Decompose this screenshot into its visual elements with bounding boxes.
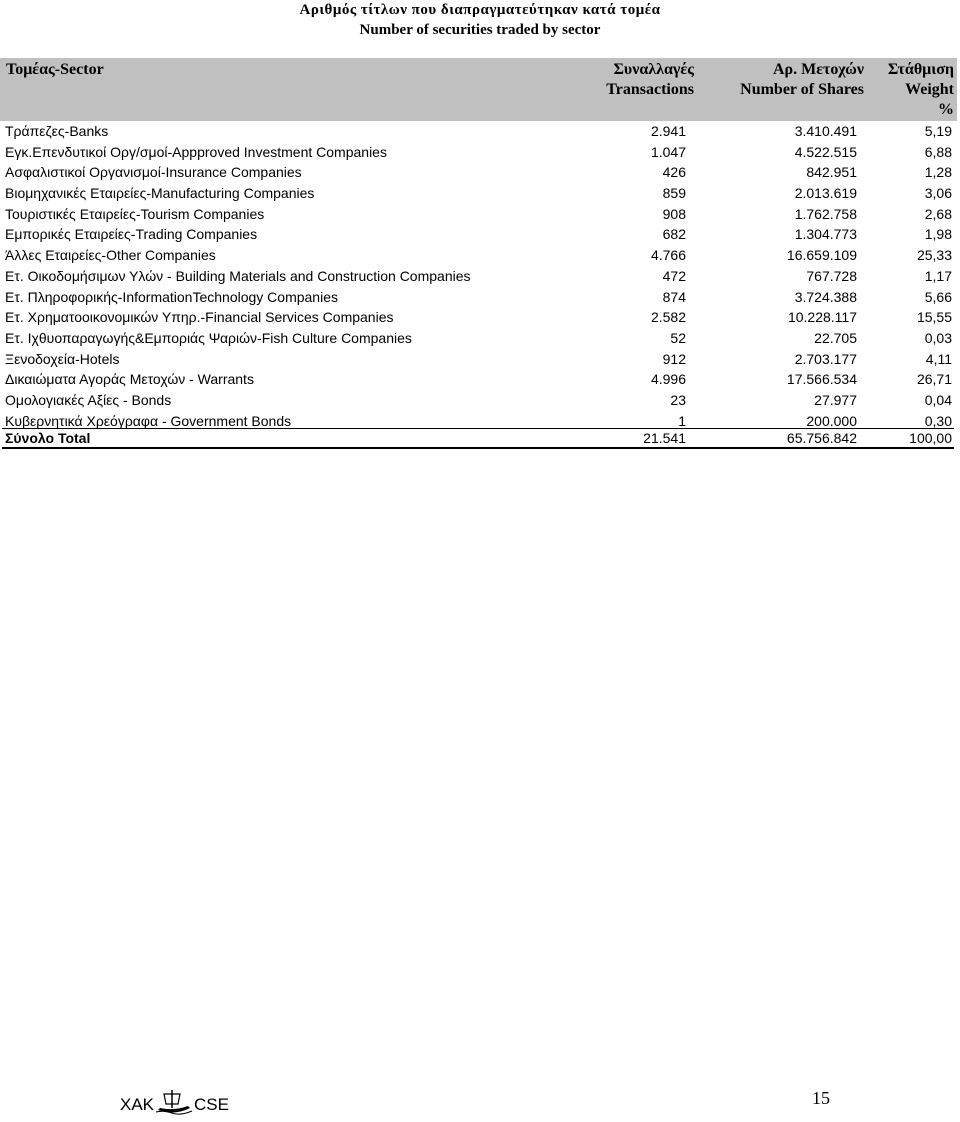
page-number: 15 [812, 1088, 830, 1108]
shares-value: 2.013.619 [794, 185, 857, 202]
table-row [0, 266, 957, 287]
weight-value: 0,03 [924, 329, 952, 346]
transactions-value: 4.996 [650, 371, 686, 388]
weight-value: 4,11 [925, 350, 952, 367]
total-transactions: 21.541 [643, 430, 686, 446]
weight-value: 1,28 [924, 164, 952, 181]
shares-value: 4.522.515 [794, 143, 857, 160]
header-weight-unit: % [938, 101, 954, 118]
shares-value: 27.977 [814, 391, 857, 408]
title-greek: Αριθμός τίτλων που διαπραγματεύτηκαν κατά τομέα [299, 2, 661, 18]
table-row [0, 307, 957, 328]
header-transactions [560, 60, 694, 100]
table-row [0, 369, 957, 390]
sector-name: Τράπεζες-Banks [5, 123, 109, 139]
header-sector: Τομέας-Sector [6, 61, 104, 78]
ship-icon [154, 1086, 194, 1116]
header-transactions-en: Transactions [606, 81, 694, 98]
sector-name: Τουριστικές Εταιρείες-Tourism Companies [5, 205, 265, 222]
weight-value: 0,30 [924, 412, 952, 429]
transactions-value: 912 [662, 350, 686, 367]
table-row [0, 390, 957, 411]
weight-value: 15,55 [916, 309, 952, 326]
shares-value: 842.951 [806, 164, 857, 181]
shares-value: 767.728 [806, 267, 857, 284]
shares-value: 2.703.177 [794, 350, 857, 367]
header-weight [866, 60, 954, 120]
sector-name: Δικαιώματα Αγοράς Μετοχών - Warrants [5, 371, 254, 388]
header-shares [700, 60, 864, 100]
weight-value: 2,68 [924, 205, 952, 222]
weight-value: 1,17 [924, 267, 952, 284]
transactions-value: 4.766 [650, 247, 686, 264]
sector-name: Ξενοδοχεία-Hotels [5, 350, 120, 367]
total-shares: 65.756.842 [786, 430, 857, 446]
table-row [0, 121, 957, 142]
transactions-value: 426 [662, 164, 686, 181]
table-row [0, 245, 957, 266]
sector-name: Άλλες Εταιρείες-Other Companies [5, 247, 216, 264]
sector-table-body [0, 121, 957, 431]
transactions-value: 1 [678, 412, 686, 429]
table-row [0, 349, 957, 370]
xak-cse-logo [120, 1086, 229, 1116]
weight-value: 25,33 [916, 247, 952, 264]
sector-name: Κυβερνητικά Χρεόγραφα - Government Bonds [5, 412, 292, 429]
report-title [0, 0, 960, 40]
shares-value: 17.566.534 [786, 371, 857, 388]
shares-value: 1.762.758 [794, 205, 857, 222]
weight-value: 5,19 [924, 123, 952, 139]
sector-name: Ετ. Ιχθυοπαραγωγής&Εμποριάς Ψαριών-Fish Culture Companies [5, 329, 412, 346]
total-bottom-rule [2, 447, 954, 449]
transactions-value: 472 [662, 267, 686, 284]
table-row [0, 204, 957, 225]
weight-value: 26,71 [916, 371, 952, 388]
header-transactions-gr: Συναλλαγές [613, 61, 694, 78]
transactions-value: 682 [662, 226, 686, 243]
sector-name: Ετ. Οικοδομήσιμων Υλών - Building Materials and Construction Companies [5, 267, 471, 284]
total-label: Σύνολο Total [5, 430, 91, 446]
shares-value: 10.228.117 [787, 309, 857, 326]
transactions-value: 2.582 [650, 309, 686, 326]
header-shares-gr: Αρ. Μετοχών [772, 61, 864, 78]
transactions-value: 874 [662, 288, 686, 305]
sector-name: Ασφαλιστικοί Οργανισμοί-Insurance Companies [5, 164, 302, 181]
weight-value: 0,04 [924, 391, 952, 408]
transactions-value: 52 [670, 329, 686, 346]
shares-value: 16.659.109 [786, 247, 857, 264]
weight-value: 1,98 [924, 226, 952, 243]
transactions-value: 23 [670, 391, 686, 408]
weight-value: 6,88 [924, 143, 952, 160]
weight-value: 5,66 [924, 288, 952, 305]
table-row [0, 183, 957, 204]
sector-name: Βιομηχανικές Εταιρείες-Manufacturing Companies [5, 185, 315, 202]
header-weight-en: Weight [905, 81, 954, 98]
header-shares-en: Number of Shares [740, 81, 864, 98]
transactions-value: 859 [662, 185, 686, 202]
shares-value: 1.304.773 [794, 226, 857, 243]
sector-name: Ετ. Πληροφορικής-InformationTechnology Companies [5, 288, 338, 305]
total-weight: 100,00 [909, 430, 952, 446]
sector-name: Ομολογιακές Αξίες - Bonds [5, 391, 172, 408]
transactions-value: 2.941 [650, 123, 686, 139]
transactions-value: 908 [662, 205, 686, 222]
header-weight-gr: Στάθμιση [887, 61, 954, 78]
table-row [0, 224, 957, 245]
table-row [0, 287, 957, 308]
table-row [0, 142, 957, 163]
shares-value: 200.000 [806, 412, 857, 429]
title-english: Number of securities traded by sector [359, 22, 601, 38]
sector-name: Εμπορικές Εταιρείες-Trading Companies [5, 226, 258, 243]
shares-value: 3.724.388 [794, 288, 857, 305]
sector-name: Ετ. Χρηματοοικονομικών Υπηρ.-Financial Services Companies [5, 309, 394, 326]
logo-text-left: XAK [120, 1095, 155, 1114]
table-row [0, 328, 957, 349]
sector-name: Εγκ.Επενδυτικοί Οργ/σμοί-Appproved Investment Companies [5, 143, 387, 160]
table-row [0, 162, 957, 183]
shares-value: 22.705 [814, 329, 857, 346]
total-row [0, 429, 957, 448]
logo-text-right: CSE [194, 1095, 229, 1114]
shares-value: 3.410.491 [794, 123, 857, 139]
transactions-value: 1.047 [650, 143, 686, 160]
weight-value: 3,06 [924, 185, 952, 202]
